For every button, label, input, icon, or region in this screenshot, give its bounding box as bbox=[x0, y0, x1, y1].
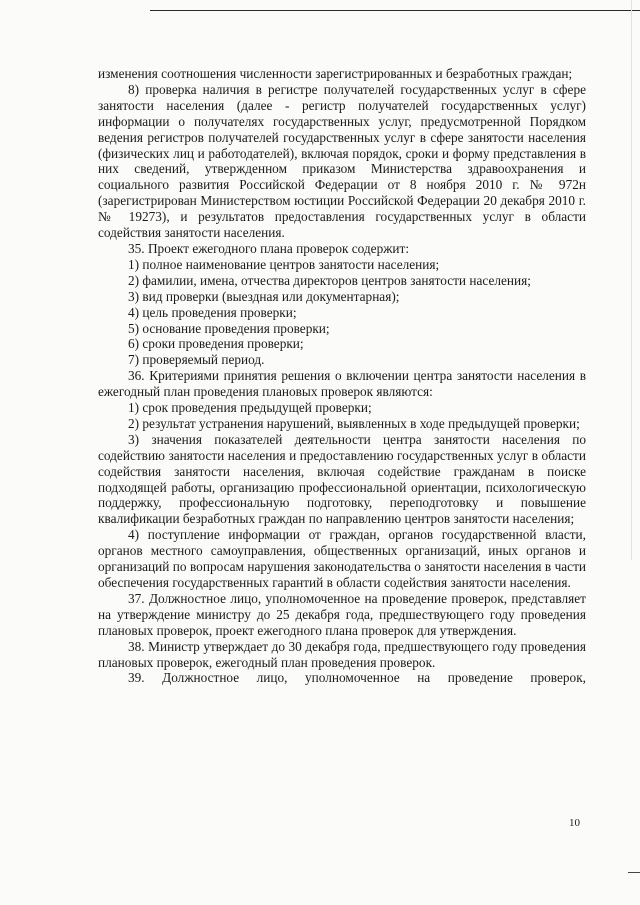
paragraph-36: 36. Критериями принятия решения о включении центра занятости населения в ежегодный план проведения плановых проверок являются: bbox=[98, 368, 586, 400]
list-item-35-7: 7) проверяемый период. bbox=[128, 352, 265, 368]
list-item-36-4: 4) поступление информации от граждан, органов государственной власти, органов местного самоуправления, общественных организаций, иных органов и организаций по вопросам нарушения законодательства о занятости населения в части обеспечения государственных гарантий в области содействия занятости населения. bbox=[98, 527, 586, 590]
document-body bbox=[98, 66, 586, 686]
list-item-35-6: 6) сроки проведения проверки; bbox=[128, 336, 304, 352]
top-border-line bbox=[150, 10, 640, 11]
list-item-36-1: 1) срок проведения предыдущей проверки; bbox=[128, 400, 372, 416]
list-item-36-2: 2) результат устранения нарушений, выявленных в ходе предыдущей проверки; bbox=[128, 415, 580, 431]
page-number: 10 bbox=[569, 817, 580, 829]
list-item-36-3: 3) значения показателей деятельности центра занятости населения по содействию занятости населения и предоставлению государственных услуг в области содействия занятости населения, включая содействие гражданам в поиске подходящей работы, организацию профессиональной ориентации, психологическую поддержку, профессиональную подготовку, переподготовку и повышение квалификации безработных граждан по направлению центров занятости населения; bbox=[98, 431, 586, 527]
paragraph-37: 37. Должностное лицо, уполномоченное на проведение проверок, представляет на утверждение министру до 25 декабря года, предшествующего году проведения плановых проверок, проект ежегодного плана проверок для утверждения. bbox=[98, 590, 586, 638]
paragraph-item-8: 8) проверка наличия в регистре получателей государственных услуг в сфере занятости населения (далее - регистр получателей государственных услуг) информации о получателях государственных услуг, предусмотренной Порядком ведения регистров получателей государственных услуг в сфере занятости населения (физических лиц и работодателей), включая порядок, сроки и форму представления в них сведений, утвержденном приказом Министерства здравоохранения и социального развития Российской Федерации от 8 ноября 2010 г. № 972н (зарегистрирован Министерством юстиции Российской Федерации 20 декабря 2010 г. № 19273), и результатов предоставления государственных услуг в области содействия занятости населения. bbox=[98, 81, 586, 241]
paragraph-continuation: изменения соотношения численности зарегистрированных и безработных граждан; bbox=[98, 66, 573, 81]
list-item-35-5: 5) основание проведения проверки; bbox=[128, 320, 330, 336]
list-item-35-2: 2) фамилии, имена, отчества директоров центров занятости населения; bbox=[128, 272, 531, 288]
list-item-35-4: 4) цель проведения проверки; bbox=[128, 304, 297, 320]
scan-edge-line bbox=[631, 0, 632, 560]
paragraph-38: 38. Министр утверждает до 30 декабря года, предшествующего году проведения плановых проверок, ежегодный план проведения проверок. bbox=[98, 638, 586, 670]
list-item-35-1: 1) полное наименование центров занятости населения; bbox=[128, 256, 440, 272]
paragraph-35: 35. Проект ежегодного плана проверок содержит: bbox=[128, 240, 410, 256]
paragraph-39: 39. Должностное лицо, уполномоченное на проведение проверок, bbox=[128, 670, 586, 686]
list-item-35-3: 3) вид проверки (выездная или документарная); bbox=[128, 288, 400, 304]
bottom-edge-mark bbox=[628, 872, 640, 873]
